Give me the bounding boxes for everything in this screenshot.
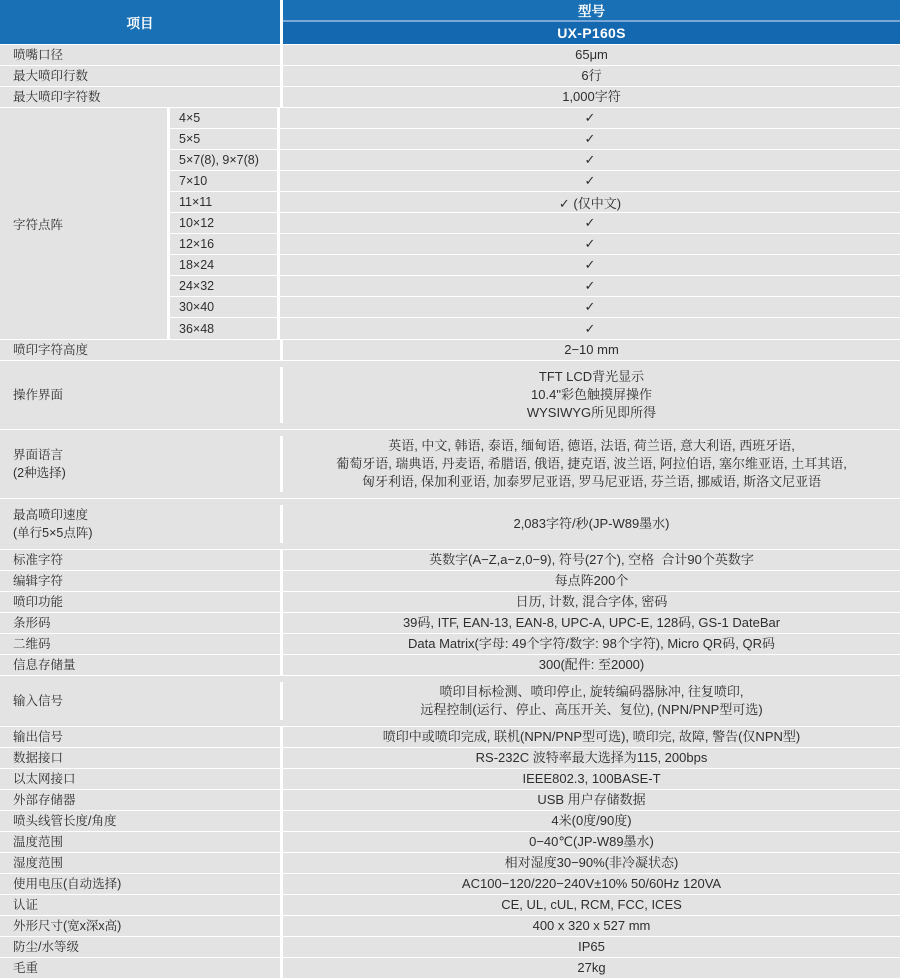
spec-value — [283, 895, 900, 915]
header-model-label: 型号 — [283, 0, 900, 22]
spec-label — [0, 682, 283, 720]
spec-row — [0, 853, 900, 874]
spec-value-line: 相对湿度30−90%(非冷凝状态) — [504, 855, 679, 870]
spec-value — [283, 550, 900, 570]
spec-value-line: 27kg — [577, 960, 606, 975]
spec-value — [283, 340, 900, 360]
spec-value-line: 喷印中或喷印完成, 联机(NPN/PNP型可选), 喷印完, 故障, 警告(仅NPN型) — [382, 729, 801, 744]
spec-value-line: 葡萄牙语, 瑞典语, 丹麦语, 希腊语, 俄语, 捷克语, 波兰语, 阿拉伯语, 塞尔维亚语, 土耳其语, — [336, 456, 847, 471]
spec-value-line: 300(配件: 至2000) — [538, 657, 645, 672]
spec-label — [0, 66, 283, 86]
spec-value-line: 英语, 中文, 韩语, 泰语, 缅甸语, 德语, 法语, 荷兰语, 意大利语, 西班牙语, — [388, 438, 795, 453]
spec-group-label: 字符点阵 — [0, 108, 170, 339]
spec-row — [0, 655, 900, 676]
spec-value-line: USB 用户存储数据 — [537, 792, 646, 807]
spec-value-line: 65μm — [575, 47, 608, 62]
spec-label — [0, 436, 283, 492]
spec-label — [0, 613, 283, 633]
spec-label-line: 输入信号 — [13, 694, 64, 708]
spec-label-line: 认证 — [13, 898, 39, 912]
spec-label — [0, 45, 283, 65]
spec-label-line: 编辑字符 — [13, 574, 64, 588]
spec-value — [283, 436, 900, 492]
spec-row — [0, 832, 900, 853]
spec-label — [0, 853, 283, 873]
spec-label — [0, 874, 283, 894]
spec-sublabel: 5×7(8), 9×7(8) — [170, 150, 280, 170]
spec-sublabel: 11×11 — [170, 192, 280, 212]
spec-label-line: 湿度范围 — [13, 856, 64, 870]
spec-label — [0, 367, 283, 423]
spec-label — [0, 769, 283, 789]
spec-value — [283, 853, 900, 873]
spec-row — [0, 634, 900, 655]
spec-row — [0, 571, 900, 592]
spec-value: ✓ — [584, 278, 596, 293]
spec-value-line: IEEE802.3, 100BASE-T — [522, 771, 661, 786]
spec-label — [0, 592, 283, 612]
spec-row — [0, 45, 900, 66]
spec-value-line: WYSIWYG所见即所得 — [526, 405, 657, 420]
spec-value: ✓ — [584, 236, 596, 251]
spec-label-line: (2种选择) — [13, 466, 66, 480]
spec-row — [0, 430, 900, 499]
spec-label-line: 以太网接口 — [13, 772, 76, 786]
header-model-value: UX-P160S — [283, 22, 900, 44]
spec-value — [283, 874, 900, 894]
spec-label-line: 喷嘴口径 — [13, 48, 64, 62]
spec-value: ✓ — [584, 299, 596, 314]
spec-label — [0, 571, 283, 591]
spec-label — [0, 916, 283, 936]
spec-label-line: 喷印字符高度 — [13, 343, 89, 357]
spec-value-line: 10.4"彩色触摸屏操作 — [531, 387, 652, 402]
spec-sublabel: 4×5 — [170, 108, 280, 128]
spec-label — [0, 550, 283, 570]
spec-value — [283, 655, 900, 675]
spec-value — [283, 832, 900, 852]
spec-subrow — [170, 318, 900, 339]
spec-value — [283, 958, 900, 978]
spec-sublabel: 12×16 — [170, 234, 280, 254]
spec-subrow — [170, 108, 900, 129]
spec-value — [283, 727, 900, 747]
spec-value-line: 喷印目标检测、喷印停止, 旋转编码器脉冲, 往复喷印, — [439, 684, 744, 699]
spec-row — [0, 895, 900, 916]
spec-row — [0, 550, 900, 571]
spec-table-body — [0, 45, 900, 979]
spec-value-line: 远程控制(运行、停止、高压开关、复位), (NPN/PNP型可选) — [420, 702, 763, 717]
spec-label-line: 温度范围 — [13, 835, 64, 849]
spec-row — [0, 748, 900, 769]
spec-subrow — [170, 234, 900, 255]
spec-label — [0, 655, 283, 675]
spec-value: ✓ — [584, 215, 596, 230]
spec-value — [283, 811, 900, 831]
spec-sublabel: 7×10 — [170, 171, 280, 191]
spec-subrow — [170, 297, 900, 318]
spec-label — [0, 895, 283, 915]
spec-row — [0, 613, 900, 634]
spec-value: ✓ — [584, 320, 596, 336]
spec-value — [283, 634, 900, 654]
spec-subrow — [170, 129, 900, 150]
spec-value-line: TFT LCD背光显示 — [538, 369, 645, 384]
spec-label — [0, 832, 283, 852]
spec-subrow — [170, 192, 900, 213]
spec-group-row — [0, 108, 900, 340]
spec-value-line: 0−40℃(JP-W89墨水) — [529, 834, 654, 849]
spec-subrow — [170, 276, 900, 297]
spec-value-line: 400 x 320 x 527 mm — [532, 918, 651, 933]
spec-value — [283, 790, 900, 810]
spec-label-line: 外形尺寸(宽x深x高) — [13, 919, 122, 933]
spec-value — [283, 916, 900, 936]
spec-value-line: 匈牙利语, 保加利亚语, 加泰罗尼亚语, 罗马尼亚语, 芬兰语, 挪威语, 斯洛文尼亚语 — [361, 474, 822, 489]
spec-value: ✓ — [584, 152, 596, 167]
spec-label — [0, 790, 283, 810]
spec-value-line: 日历, 计数, 混合字体, 密码 — [515, 594, 668, 609]
spec-sublabel: 24×32 — [170, 276, 280, 296]
spec-value: ✓ (仅中文) — [558, 195, 622, 211]
spec-value — [283, 592, 900, 612]
spec-row — [0, 676, 900, 727]
spec-label-line: (单行5×5点阵) — [13, 526, 93, 540]
spec-value — [283, 45, 900, 65]
spec-value — [283, 682, 900, 720]
spec-label-line: 数据接口 — [13, 751, 64, 765]
spec-label-line: 防尘/水等级 — [13, 940, 79, 954]
spec-value: ✓ — [584, 257, 596, 272]
spec-subrow — [170, 171, 900, 192]
spec-value: ✓ — [584, 173, 596, 188]
spec-row — [0, 361, 900, 430]
spec-value — [283, 748, 900, 768]
spec-label-line: 输出信号 — [13, 730, 64, 744]
spec-label-line: 最高喷印速度 — [13, 508, 89, 522]
spec-label — [0, 937, 283, 957]
spec-value-line: AC100−120/220−240V±10% 50/60Hz 120VA — [461, 876, 722, 891]
spec-sublabel: 36×48 — [170, 318, 280, 339]
header-item-label: 项目 — [0, 0, 283, 44]
spec-group-subrows — [170, 108, 900, 339]
spec-label-line: 外部存储器 — [13, 793, 76, 807]
spec-row — [0, 790, 900, 811]
spec-label-line: 信息存储量 — [13, 658, 76, 672]
spec-label-line: 最大喷印字符数 — [13, 90, 101, 104]
spec-value: ✓ — [584, 110, 596, 125]
spec-label-line: 条形码 — [13, 616, 51, 630]
spec-row — [0, 916, 900, 937]
spec-value-line: Data Matrix(字母: 49个字符/数字: 98个字符), Micro QR码, QR码 — [408, 636, 775, 651]
spec-value — [283, 613, 900, 633]
spec-label-line: 二维码 — [13, 637, 51, 651]
spec-value-line: 英数字(A−Z,a−z,0−9), 符号(27个), 空格 合计90个英数字 — [429, 552, 754, 567]
spec-value-line: 每点阵200个 — [554, 573, 629, 588]
spec-label-line: 界面语言 — [13, 448, 64, 462]
spec-row — [0, 340, 900, 361]
spec-label-line: 操作界面 — [13, 388, 64, 402]
spec-row — [0, 592, 900, 613]
spec-label — [0, 727, 283, 747]
spec-label — [0, 958, 283, 978]
spec-value-line: CE, UL, cUL, RCM, FCC, ICES — [501, 897, 682, 912]
spec-label — [0, 634, 283, 654]
table-header — [0, 0, 900, 45]
spec-value-line: 2,083字符/秒(JP-W89墨水) — [513, 516, 670, 531]
spec-value-line: 2−10 mm — [564, 342, 619, 357]
spec-value — [283, 367, 900, 423]
spec-label — [0, 505, 283, 543]
spec-sublabel: 10×12 — [170, 213, 280, 233]
spec-sublabel: 5×5 — [170, 129, 280, 149]
spec-label-line: 标准字符 — [13, 553, 64, 567]
spec-value — [283, 937, 900, 957]
spec-row — [0, 727, 900, 748]
spec-value-line: 1,000字符 — [562, 89, 621, 104]
spec-row — [0, 66, 900, 87]
spec-subrow — [170, 213, 900, 234]
spec-row — [0, 87, 900, 108]
spec-value — [283, 769, 900, 789]
spec-row — [0, 958, 900, 979]
spec-value — [283, 571, 900, 591]
header-model-column — [283, 0, 900, 44]
spec-sublabel: 18×24 — [170, 255, 280, 275]
spec-row — [0, 499, 900, 550]
spec-label-line: 喷印功能 — [13, 595, 64, 609]
spec-value-line: 39码, ITF, EAN-13, EAN-8, UPC-A, UPC-E, 128码, GS-1 DateBar — [402, 615, 781, 630]
spec-label — [0, 811, 283, 831]
spec-value-line: IP65 — [578, 939, 605, 954]
spec-label — [0, 87, 283, 107]
spec-value-line: 4米(0度/90度) — [551, 813, 632, 828]
spec-label-line: 喷头线管长度/角度 — [13, 814, 117, 828]
spec-value-line: 6行 — [581, 68, 602, 83]
spec-label-line: 毛重 — [13, 961, 39, 975]
spec-row — [0, 769, 900, 790]
spec-value — [283, 505, 900, 543]
spec-value — [283, 66, 900, 86]
spec-label — [0, 340, 283, 360]
spec-sublabel: 30×40 — [170, 297, 280, 317]
spec-row — [0, 937, 900, 958]
spec-value: ✓ — [584, 131, 596, 146]
spec-label-line: 最大喷印行数 — [13, 69, 89, 83]
spec-subrow — [170, 255, 900, 276]
spec-value — [283, 87, 900, 107]
spec-value-line: RS-232C 波特率最大选择为115, 200bps — [475, 750, 708, 765]
spec-row — [0, 811, 900, 832]
spec-subrow — [170, 150, 900, 171]
spec-row — [0, 874, 900, 895]
spec-label-line: 使用电压(自动选择) — [13, 877, 122, 891]
spec-label — [0, 748, 283, 768]
